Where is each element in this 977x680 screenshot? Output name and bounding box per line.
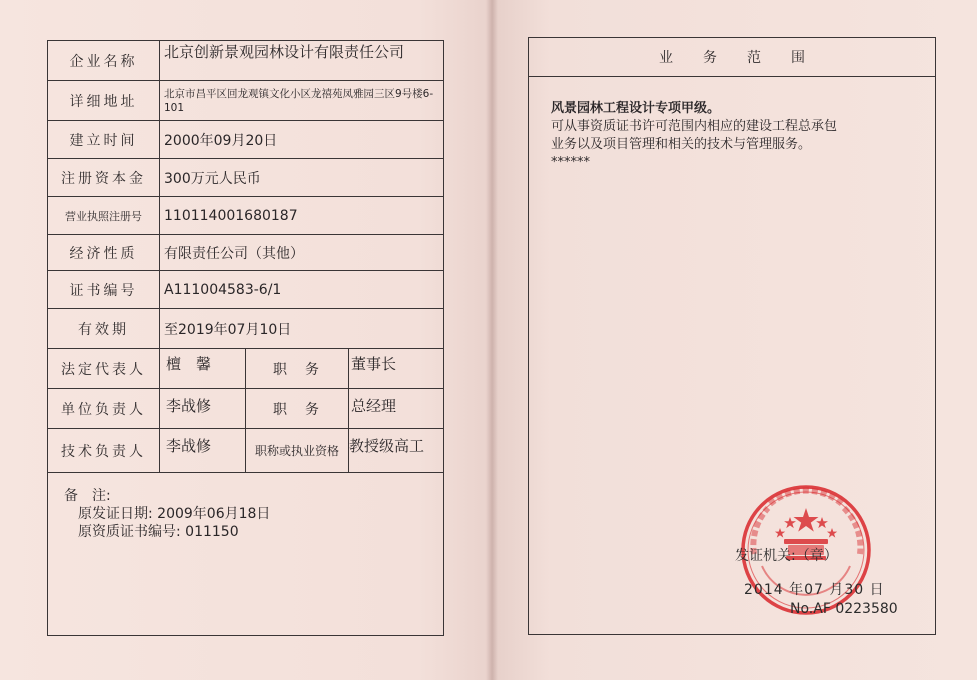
row-tech-head bbox=[48, 429, 443, 473]
label-company-name: 企业名称 bbox=[48, 41, 160, 80]
value-tech-head-role: 教授级高工 bbox=[349, 437, 425, 455]
row-unit-head bbox=[48, 389, 443, 429]
scope-line-3: 业务以及项目管理和相关的技术与管理服务。 bbox=[551, 137, 812, 152]
row-established bbox=[48, 121, 443, 159]
value-capital: 300万元人民币 bbox=[164, 170, 261, 187]
label-license-no: 营业执照注册号 bbox=[48, 197, 160, 234]
value-established: 2000年09月20日 bbox=[164, 132, 278, 149]
scope-line-1: 风景园林工程设计专项甲级。 bbox=[551, 101, 721, 116]
issuing-authority: 发证机关:（章） bbox=[735, 548, 838, 564]
value-license-no: 110114001680187 bbox=[164, 207, 298, 224]
remarks-section bbox=[64, 487, 270, 541]
label-unit-head-role: 职 务 bbox=[246, 389, 349, 428]
row-legal-rep bbox=[48, 349, 443, 389]
row-economic-nature bbox=[48, 235, 443, 271]
certificate-info-table bbox=[47, 40, 444, 636]
label-economic-nature: 经济性质 bbox=[48, 235, 160, 270]
label-legal-rep-role: 职 务 bbox=[246, 349, 349, 388]
business-scope-header: 业务范围 bbox=[529, 38, 935, 77]
business-scope-text bbox=[551, 100, 921, 172]
value-economic-nature: 有限责任公司（其他） bbox=[164, 245, 304, 262]
issue-date: 2014 年07 月30 日 bbox=[744, 582, 885, 598]
remarks-title: 备 注: bbox=[64, 488, 111, 504]
certificate-serial-number: No.AF 0223580 bbox=[790, 601, 898, 617]
row-capital bbox=[48, 159, 443, 197]
value-company-name: 北京创新景观园林设计有限责任公司 bbox=[164, 43, 405, 61]
remarks-original-cert-no: 原资质证书编号: 011150 bbox=[78, 524, 239, 540]
row-license-no bbox=[48, 197, 443, 235]
book-gutter bbox=[486, 0, 498, 680]
label-legal-rep: 法定代表人 bbox=[48, 349, 160, 388]
label-tech-head-role: 职称或执业资格 bbox=[246, 429, 349, 472]
value-unit-head-role: 总经理 bbox=[351, 397, 397, 415]
row-address bbox=[48, 81, 443, 121]
value-legal-rep-name: 檀 馨 bbox=[162, 349, 246, 388]
scope-line-2: 可从事资质证书许可范围内相应的建设工程总承包 bbox=[551, 119, 838, 134]
value-legal-rep-role: 董事长 bbox=[351, 355, 397, 373]
business-scope-box bbox=[528, 37, 936, 635]
label-tech-head: 技术负责人 bbox=[48, 429, 160, 472]
label-validity: 有效期 bbox=[48, 309, 160, 348]
row-cert-no bbox=[48, 271, 443, 309]
label-capital: 注册资本金 bbox=[48, 159, 160, 196]
remarks-original-issue-date: 原发证日期: 2009年06月18日 bbox=[78, 506, 271, 522]
row-validity bbox=[48, 309, 443, 349]
value-tech-head-name: 李战修 bbox=[162, 429, 246, 472]
label-established: 建立时间 bbox=[48, 121, 160, 158]
value-address: 北京市昌平区回龙观镇文化小区龙禧苑凤雅园三区9号楼6-101 bbox=[164, 87, 434, 114]
value-unit-head-name: 李战修 bbox=[162, 389, 246, 428]
label-cert-no: 证书编号 bbox=[48, 271, 160, 308]
label-address: 详细地址 bbox=[48, 81, 160, 120]
label-unit-head: 单位负责人 bbox=[48, 389, 160, 428]
value-cert-no: A111004583-6/1 bbox=[164, 281, 282, 298]
scope-line-4: ****** bbox=[551, 155, 590, 170]
row-company-name bbox=[48, 41, 443, 81]
value-validity: 至2019年07月10日 bbox=[164, 321, 292, 338]
